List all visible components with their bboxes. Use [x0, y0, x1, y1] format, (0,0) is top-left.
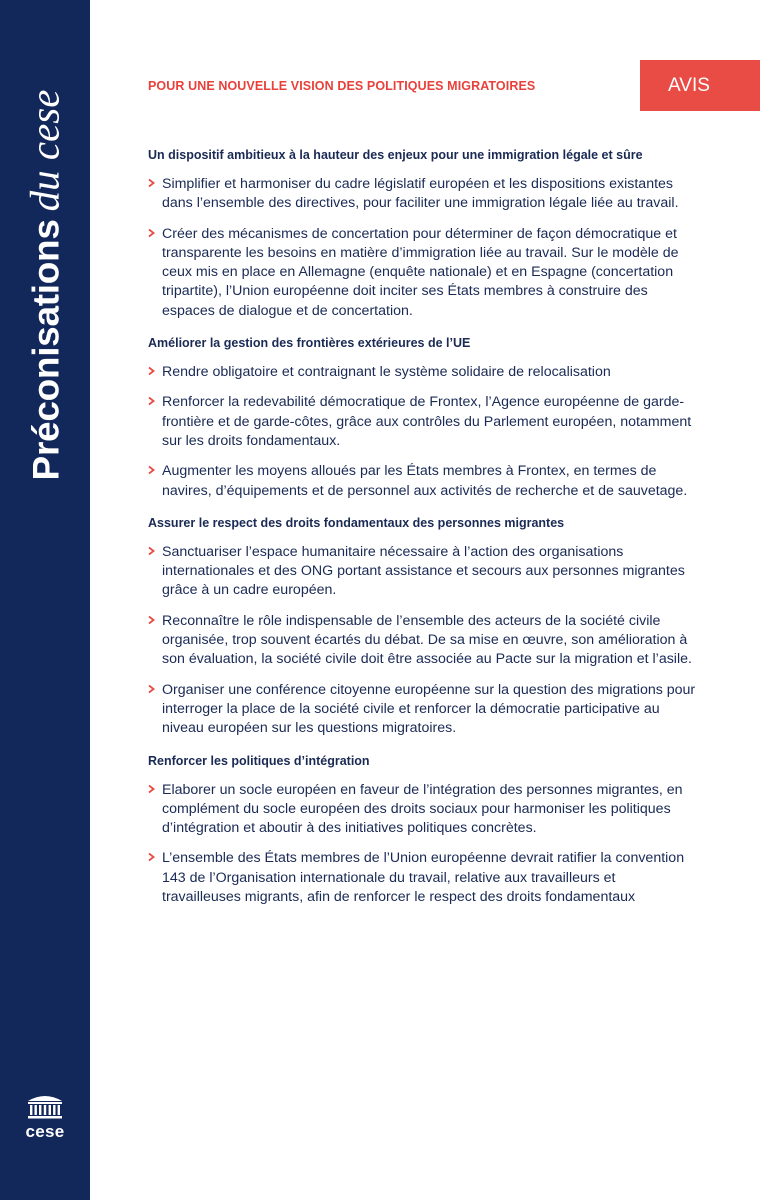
- sidebar: [0, 0, 90, 1200]
- list-item-text: Rendre obligatoire et contraignant le système solidaire de relocalisation: [162, 364, 611, 381]
- section-heading: Assurer le respect des droits fondamentaux des personnes migrantes: [148, 515, 565, 530]
- arrow-right-icon: [146, 783, 158, 795]
- list-item-text: Simplifier et harmoniser du cadre législatif européen et les dispositions existantes dans l’ensemble des directives, pour faciliter une immigration légale liée au travail.: [162, 176, 679, 212]
- list-item: [148, 462, 698, 501]
- arrow-right-icon: [146, 683, 158, 695]
- logo-text: cese: [25, 1122, 65, 1141]
- arrow-right-icon: [146, 177, 158, 189]
- section: [148, 336, 698, 501]
- section: [148, 148, 698, 321]
- sidebar-title: [21, 89, 68, 481]
- list-item-text: Elaborer un socle européen en faveur de l’intégration des personnes migrantes, en complément du socle européen des droits sociaux pour harmoniser les politiques d’intégration et aboutir à des initiatives politiques concrètes.: [162, 781, 683, 837]
- sidebar-title-italic: du cese: [21, 89, 68, 212]
- section-heading: Améliorer la gestion des frontières extérieures de l’UE: [148, 336, 471, 351]
- arrow-right-icon: [146, 464, 158, 476]
- list-item: [148, 543, 698, 601]
- arrow-right-icon: [146, 545, 158, 557]
- list-item-text: Augmenter les moyens alloués par les États membres à Frontex, en termes de navires, d’équipements et de personnel aux activités de recherche et de sauvetage.: [162, 463, 688, 499]
- list-item-text: Sanctuariser l’espace humanitaire nécessaire à l’action des organisations internationales et des ONG portant assistance et secours aux personnes migrantes grâce à un cadre européen.: [162, 543, 685, 599]
- section: [148, 516, 698, 739]
- arrow-right-icon: [146, 395, 158, 407]
- section-heading: Un dispositif ambitieux à la hauteur des enjeux pour une immigration légale et sûre: [148, 148, 643, 162]
- list-item-text: Créer des mécanismes de concertation pour déterminer de façon démocratique et transparente les besoins en matière d’immigration liée au travail. Sur le modèle de ceux mis en place en Allemagne (enquête nationale) et en Espagne (concertation tripartite), l’Union européenne doit inciter ses États membres à construire des espaces de dialogue et de concertation.: [162, 225, 679, 319]
- list-item: [148, 849, 698, 907]
- document-title: POUR UNE NOUVELLE VISION DES POLITIQUES MIGRATOIRES: [148, 79, 536, 93]
- arrow-right-icon: [146, 227, 158, 239]
- cese-logo: [17, 1092, 73, 1142]
- list-item: [148, 175, 698, 214]
- list-item-text: Renforcer la redevabilité démocratique de Frontex, l’Agence européenne de garde-frontière et de garde-côtes, grâce aux contrôles du Parlement européen, notamment sur les droits fondamentaux.: [162, 394, 692, 449]
- sidebar-title-bold: Préconisations: [25, 219, 67, 481]
- list-item-text: Reconnaître le rôle indispensable de l’ensemble des acteurs de la société civile organisée, trop souvent écartés du débat. De sa mise en œuvre, son amélioration à son évaluation, la société civile doit être associée au Pacte sur la migration et l’asile.: [162, 612, 692, 668]
- list-item: [148, 393, 698, 451]
- list-item: [148, 781, 698, 839]
- building-columns-icon: [25, 1092, 65, 1120]
- arrow-right-icon: [146, 614, 158, 626]
- list-item: [148, 363, 698, 382]
- avis-badge: AVIS: [640, 60, 760, 111]
- list-item: [148, 681, 698, 739]
- section-heading: Renforcer les politiques d’intégration: [148, 753, 370, 768]
- list-item: [148, 612, 698, 670]
- list-item-text: Organiser une conférence citoyenne européenne sur la question des migrations pour interroger la place de la société civile et renforcer la démocratie participative au niveau européen sur les questions migratoires.: [162, 681, 696, 737]
- recommendations-content: [148, 148, 698, 918]
- section: [148, 754, 698, 908]
- list-item-text: L’ensemble des États membres de l’Union européenne devrait ratifier la convention 143 de l’Organisation internationale du travail, relative aux travailleurs et travailleuses migrants, afin de renforcer le respect des droits fondamentaux: [162, 850, 685, 906]
- arrow-right-icon: [146, 365, 158, 377]
- list-item: [148, 225, 698, 321]
- arrow-right-icon: [146, 851, 158, 863]
